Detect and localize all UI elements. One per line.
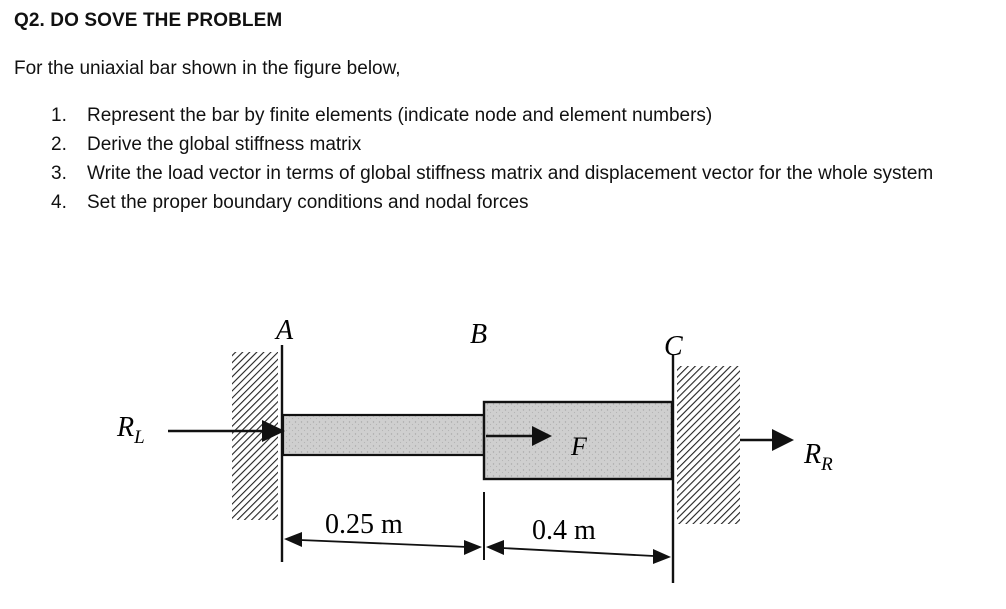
force-label: F (571, 432, 587, 461)
task-text: Set the proper boundary conditions and nodal forces (87, 192, 529, 213)
point-label-a: A (276, 315, 294, 346)
dim-label-ab: 0.25 m (325, 509, 403, 540)
task-number: 2. (51, 134, 67, 155)
task-number: 4. (51, 192, 67, 213)
task-text: Derive the global stiffness matrix (87, 134, 362, 155)
task-item (45, 188, 975, 217)
dim-line-ab (300, 540, 468, 547)
reaction-left-label: $R_L$ (117, 412, 145, 448)
task-text: Write the load vector in terms of global stiffness matrix and displacement vector for the whole system (87, 163, 934, 184)
question-intro: For the uniaxial bar shown in the figure below, (14, 58, 401, 79)
dim-label-bc: 0.4 m (532, 515, 596, 546)
reaction-right-arrowhead (772, 429, 794, 451)
point-label-c: C (664, 331, 683, 362)
right-wall-hatch (677, 366, 740, 524)
dim-ab-arrowhead-left (284, 532, 302, 547)
task-number: 1. (51, 105, 67, 126)
task-text: Represent the bar by finite elements (indicate node and element numbers) (87, 105, 713, 126)
dim-bc-arrowhead-left (486, 540, 504, 555)
dim-ab-arrowhead-right (464, 540, 482, 555)
task-item (45, 159, 975, 188)
task-number: 3. (51, 163, 67, 184)
question-title: Q2. DO SOVE THE PROBLEM (14, 10, 283, 31)
task-item (45, 130, 975, 159)
point-label-b: B (470, 319, 488, 350)
dim-line-bc (502, 548, 654, 556)
task-list (45, 101, 975, 217)
reaction-right-label: $R_R$ (804, 439, 833, 475)
dim-bc-arrowhead-right (653, 549, 671, 564)
bar-figure (0, 290, 1006, 609)
task-item (45, 101, 975, 130)
bar-segment-ab (283, 415, 484, 455)
